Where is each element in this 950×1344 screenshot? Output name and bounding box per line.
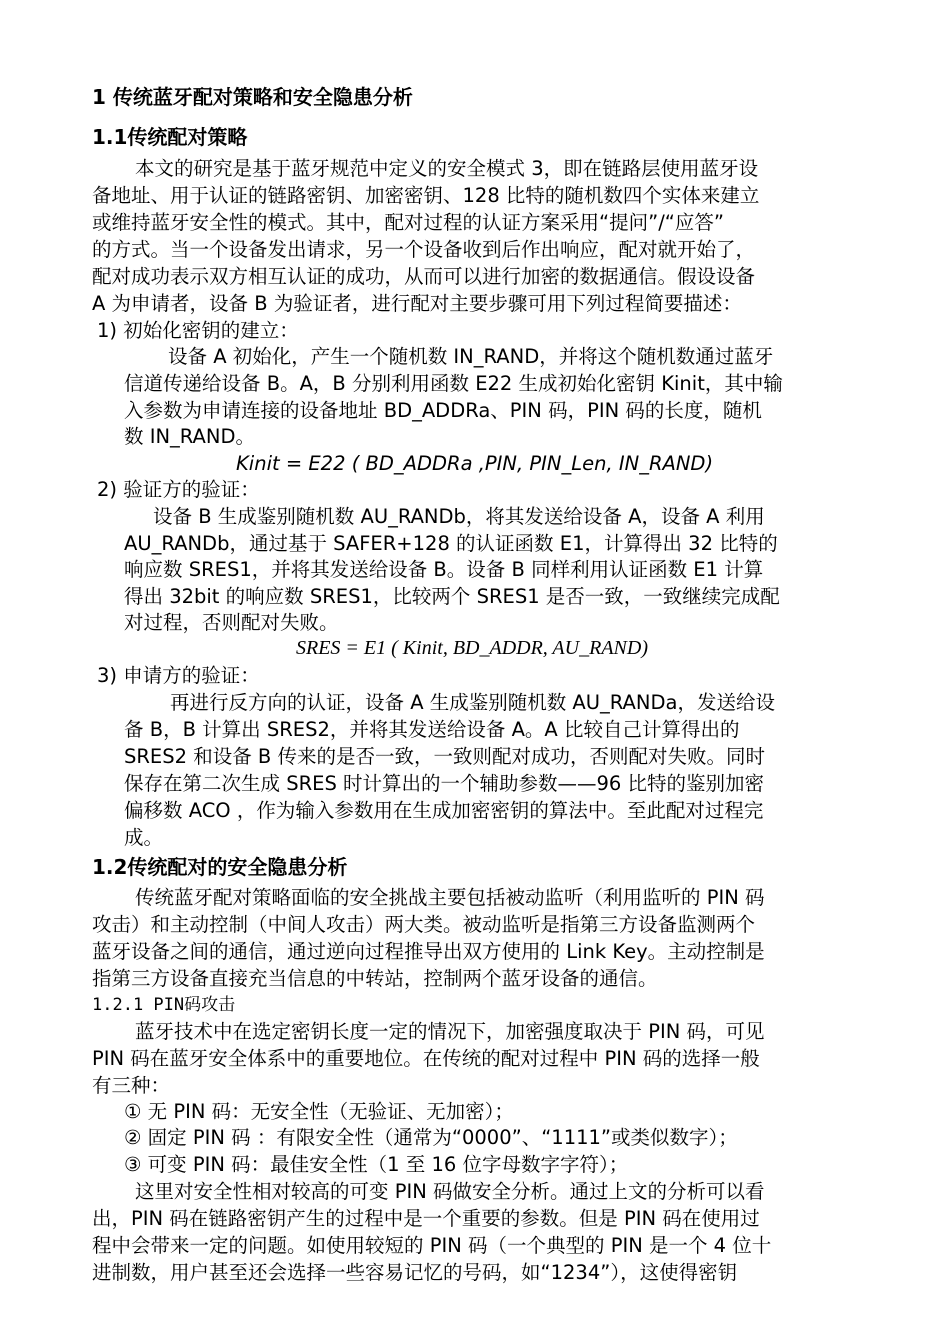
step-2-heading: 2) 验证方的验证： [97,478,260,501]
paragraph-line: 的方式。当一个设备发出请求，另一个设备收到后作出响应，配对就开始了， [92,238,756,261]
paragraph-line: 配对成功表示双方相互认证的成功，从而可以进行加密的数据通信。假设设备 [92,265,756,288]
paragraph-line: 蓝牙技术中在选定密钥长度一定的情况下，加密强度取决于 PIN 码，可见 [135,1020,765,1043]
section-1-2-heading: 1.2传统配对的安全隐患分析 [92,855,348,879]
paragraph-line: PIN 码在蓝牙安全体系中的重要地位。在传统的配对过程中 PIN 码的选择一般 [92,1047,760,1070]
pin-option: ③ 可变 PIN 码：最佳安全性（1 至 16 位字母数字字符）； [124,1153,629,1176]
section-1-1-heading: 1.1传统配对策略 [92,125,248,149]
paragraph-line: 指第三方设备直接充当信息的中转站，控制两个蓝牙设备的通信。 [92,967,658,990]
step-3-line: 再进行反方向的认证，设备 A 生成鉴别随机数 AU_RANDa，发送给设 [170,691,775,714]
step-1-heading: 1) 初始化密钥的建立： [97,319,299,342]
step-1-line: 入参数为申请连接的设备地址 BD_ADDRa、PIN 码，PIN 码的长度，随机 [124,399,762,422]
step-3-line: 成。 [124,826,164,849]
step-2-line: 响应数 SRES1，并将其发送给设备 B。设备 B 同样利用认证函数 E1 计算 [124,558,764,581]
paragraph-line: A 为申请者，设备 B 为验证者，进行配对主要步骤可用下列过程简要描述： [92,292,742,315]
step-2-line: 对过程，否则配对失败。 [124,611,339,634]
sres-formula: SRES = E1 ( Kinit, BD_ADDR, AU_RAND) [296,637,648,659]
step-2-line: 设备 B 生成鉴别随机数 AU_RANDb，将其发送给设备 A，设备 A 利用 [153,505,765,528]
paragraph-line: 有三种： [92,1074,171,1097]
step-1-line: 数 IN_RAND。 [124,425,255,448]
paragraph-line: 或维持蓝牙安全性的模式。其中，配对过程的认证方案采用“提问”/“应答” [92,211,724,234]
step-2-line: 得出 32bit 的响应数 SRES1，比较两个 SRES1 是否一致，一致继续完成配 [124,585,780,608]
paragraph-line: 这里对安全性相对较高的可变 PIN 码做安全分析。通过上文的分析可以看 [135,1180,765,1203]
step-3-heading: 3) 申请方的验证： [97,664,260,687]
pin-option: ② 固定 PIN 码 ：有限安全性（通常为“0000”、“1111”或类似数字）； [124,1126,738,1149]
paragraph-line: 程中会带来一定的问题。如使用较短的 PIN 码（一个典型的 PIN 是一个 4 位十 [92,1234,772,1257]
section-1-2-1-heading: 1.2.1 PIN码攻击 [92,995,236,1015]
paragraph-line: 蓝牙设备之间的通信，通过逆向过程推导出双方使用的 Link Key。主动控制是 [92,940,765,963]
paragraph-line: 本文的研究是基于蓝牙规范中定义的安全模式 3，即在链路层使用蓝牙设 [135,157,759,180]
paragraph-line: 进制数，用户甚至还会选择一些容易记忆的号码，如“1234”），这使得密钥 [92,1261,738,1284]
paragraph-line: 攻击）和主动控制（中间人攻击）两大类。被动监听是指第三方设备监测两个 [92,913,756,936]
step-3-line: 保存在第二次生成 SRES 时计算出的一个辅助参数——96 比特的鉴别加密 [124,772,765,795]
step-3-line: SRES2 和设备 B 传来的是否一致，一致则配对成功，否则配对失败。同时 [124,745,766,768]
pin-option: ① 无 PIN 码：无安全性（无验证、无加密）； [124,1100,514,1123]
step-3-line: 备 B，B 计算出 SRES2，并将其发送给设备 A。A 比较自己计算得出的 [124,718,740,741]
paragraph-line: 备地址、用于认证的链路密钥、加密密钥、128 比特的随机数四个实体来建立 [92,184,760,207]
step-1-line: 设备 A 初始化，产生一个随机数 IN_RAND，并将这个随机数通过蓝牙 [168,345,774,368]
step-3-line: 偏移数 ACO ，作为输入参数用在生成加密密钥的算法中。至此配对过程完 [124,799,764,822]
step-2-line: AU_RANDb，通过基于 SAFER+128 的认证函数 E1，计算得出 32 比特的 [124,532,778,555]
paragraph-line: 出，PIN 码在链路密钥产生的过程中是一个重要的参数。但是 PIN 码在使用过 [92,1207,760,1230]
section-1-heading: 1 传统蓝牙配对策略和安全隐患分析 [92,85,413,109]
step-1-line: 信道传递给设备 B。A，B 分别利用函数 E22 生成初始化密钥 Kinit，其中输 [124,372,783,395]
kinit-formula: Kinit = E22 ( BD_ADDRa ,PIN, PIN_Len, IN_RAND) [236,452,714,475]
paragraph-line: 传统蓝牙配对策略面临的安全挑战主要包括被动监听（利用监听的 PIN 码 [135,886,765,909]
